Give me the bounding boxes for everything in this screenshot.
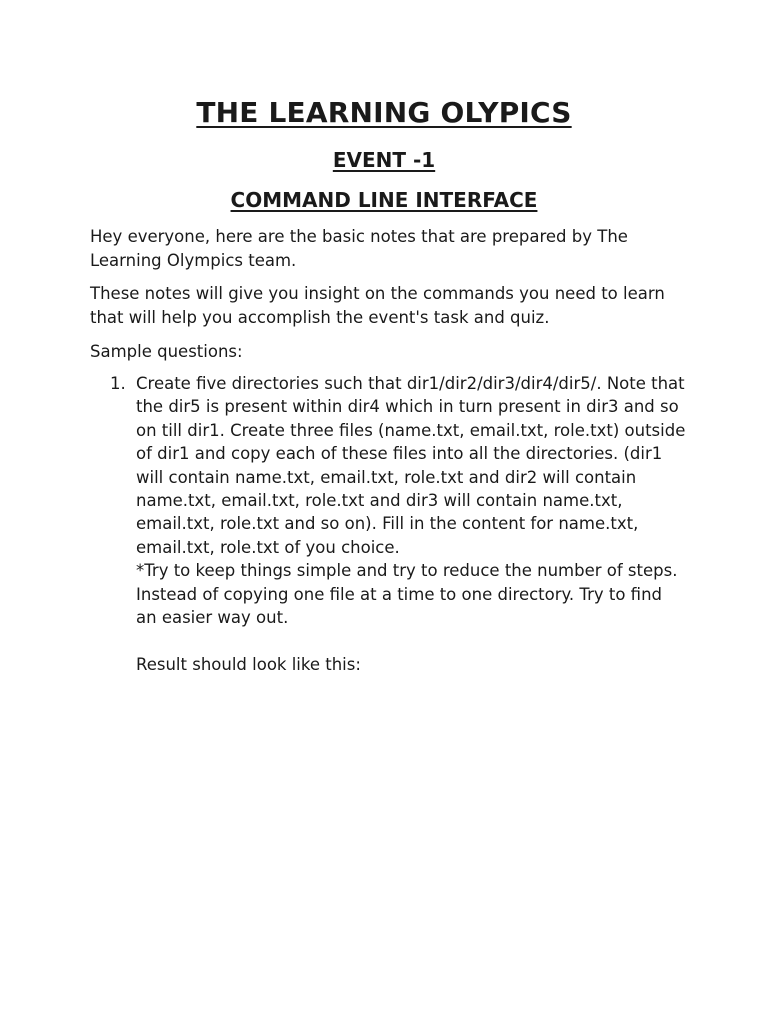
list-item-number: 1.: [110, 374, 126, 393]
list-item-body: [136, 372, 686, 676]
intro-paragraph-1: Hey everyone, here are the basic notes that are prepared by The Learning Olympics team.: [90, 227, 628, 270]
question-tip: *Try to keep things simple and try to reduce the number of steps. Instead of copying one file at a time to one directory. Try to find an easier way out.: [136, 561, 678, 628]
topic-subtitle: COMMAND LINE INTERFACE: [230, 188, 538, 212]
spacer: [136, 629, 686, 652]
event-subtitle: EVENT -1: [332, 148, 436, 172]
document-title: THE LEARNING OLYPICS: [196, 96, 572, 129]
sample-questions-heading: Sample questions:: [90, 342, 243, 361]
question-result-label: Result should look like this:: [136, 654, 361, 674]
question-text: Create five directories such that dir1/dir2/dir3/dir4/dir5/. Note that the dir5 is present within dir4 which in turn present in dir3 and so on till dir1. Create three files (name.txt, email.txt, role.txt) outside of dir1 and copy each of these files into all the directories. (dir1 will contain name.txt, email.txt, role.txt and dir2 will contain name.txt, email.txt, role.txt and dir3 will contain name.txt, email.txt, role.txt and so on). Fill in the content for name.txt, email.txt, role.txt of you choice.: [136, 374, 686, 557]
intro-paragraph-2: These notes will give you insight on the commands you need to learn that will help you accomplish the event's task and quiz.: [90, 284, 665, 327]
